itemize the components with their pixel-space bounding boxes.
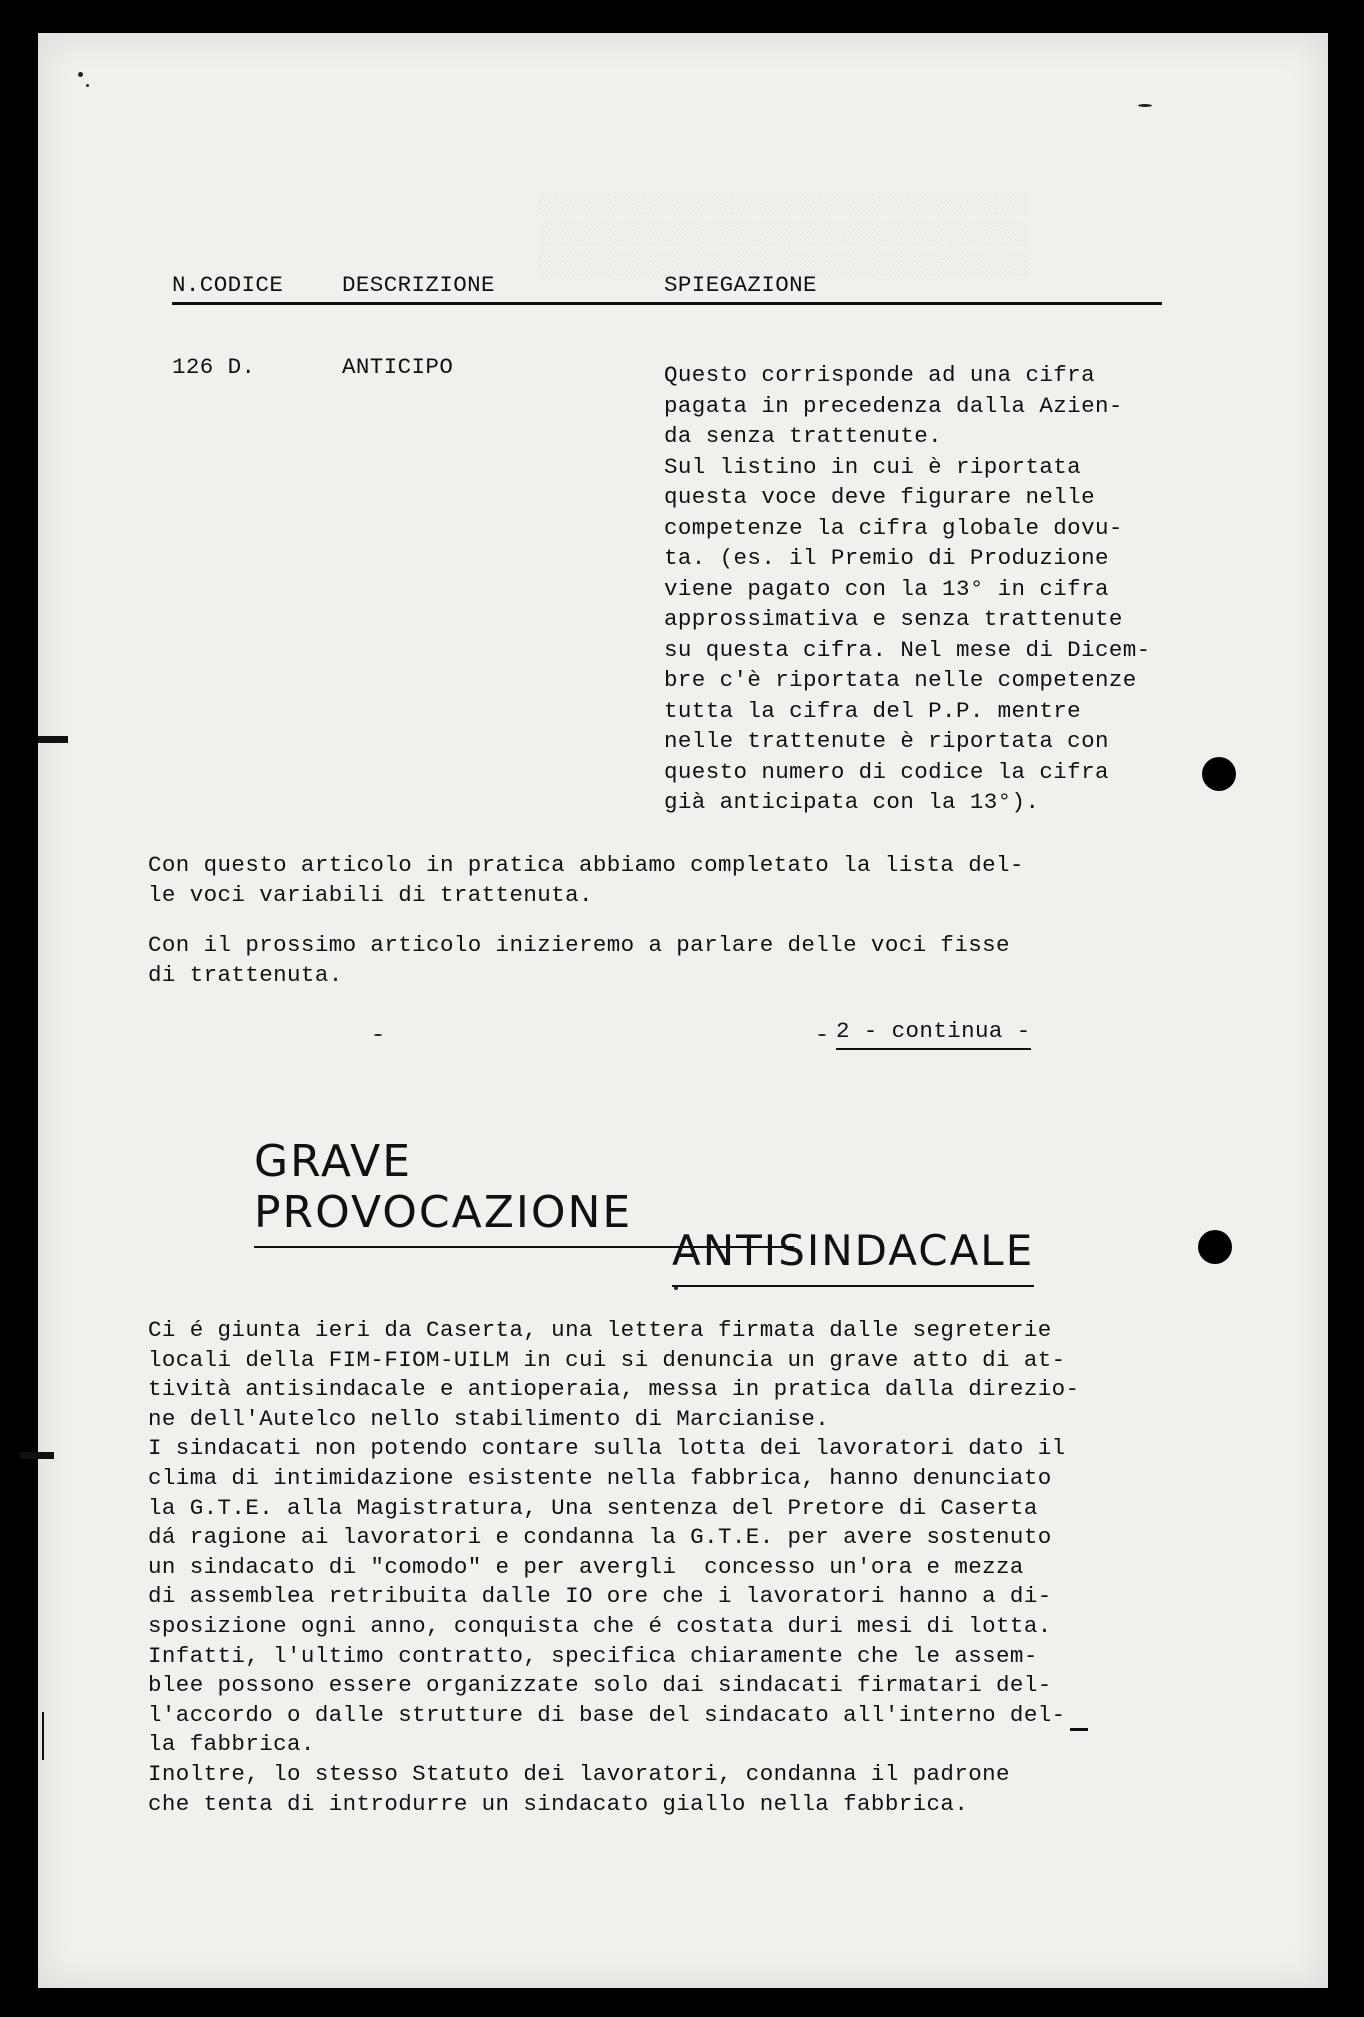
ink-speck: [374, 1034, 382, 1036]
paragraph-line: Con il prossimo articolo inizieremo a parlare delle voci fisse: [148, 932, 1010, 958]
article-line: la G.T.E. alla Magistratura, Una sentenza del Pretore di Caserta: [148, 1494, 1038, 1521]
explanation-line: questo numero di codice la cifra: [664, 758, 1109, 785]
article-line: Inoltre, lo stesso Statuto dei lavoratori, condanna il padrone: [148, 1760, 1010, 1787]
header-explanation: SPIEGAZIONE: [664, 272, 817, 298]
punch-hole: [1202, 757, 1236, 791]
ink-speck: [78, 72, 83, 77]
article-line: locali della FIM-FIOM-UILM in cui si denuncia un grave atto di at-: [148, 1346, 1066, 1373]
explanation-line: tutta la cifra del P.P. mentre: [664, 697, 1082, 724]
header-description: DESCRIZIONE: [342, 272, 495, 298]
article-line: ne dell'Autelco nello stabilimento di Marcianise.: [148, 1405, 830, 1432]
explanation-line: competenze la cifra globale dovu-: [664, 514, 1123, 541]
article-line: la fabbrica.: [148, 1731, 315, 1758]
bleed-through-text: ░░░░░░░░░░░░░░░░░░░░░░░░░░░░░░░░░░░░░ ░░░░░░░░░░░░░░░░░░░░░░░░░░░░░░░░░░░░░ ░░░░░░░░░░░░░░░░░░░░░░░░░░░░░░░░░░░░░: [540, 192, 1029, 277]
closing-paragraph-2: [148, 930, 1188, 990]
article-title-line-1: GRAVE PROVOCAZIONE: [254, 1136, 794, 1248]
explanation-line: Questo corrisponde ad una cifra: [664, 362, 1095, 388]
paragraph-line: di trattenuta.: [148, 962, 343, 988]
article-title-line-2: ANTISINDACALE: [672, 1226, 1034, 1287]
margin-mark: [1070, 1728, 1088, 1731]
explanation-line: nelle trattenute è riportata con: [664, 728, 1109, 754]
paragraph-line: le voci variabili di trattenuta.: [148, 882, 593, 908]
article-body: [148, 1316, 1268, 1819]
article-line: di assemblea retribuita dalle IO ore che i lavoratori hanno a di-: [148, 1583, 1052, 1610]
punch-hole: [1198, 1230, 1232, 1264]
header-code: N.CODICE: [172, 272, 284, 298]
table-header: [172, 268, 1162, 305]
article-line: dá ragione ai lavoratori e condanna la G.T.E. per avere sostenuto: [148, 1524, 1052, 1551]
explanation-line: viene pagato con la 13° in cifra: [664, 575, 1109, 602]
article-line: blee possono essere organizzate solo dai sindacati firmatari del-: [148, 1672, 1052, 1699]
ink-speck: [86, 84, 89, 87]
row-description: ANTICIPO: [342, 354, 454, 380]
explanation-line: approssimativa e senza trattenute: [664, 606, 1123, 632]
row-code: 126 D.: [172, 354, 256, 380]
margin-mark: [38, 736, 68, 743]
continua-label: 2 - continua -: [836, 1018, 1031, 1050]
article-line: clima di intimidazione esistente nella fabbrica, hanno denunciato: [148, 1464, 1052, 1491]
explanation-line: su questa cifra. Nel mese di Dicem-: [664, 636, 1151, 663]
article-line: sposizione ogni anno, conquista che é costata duri mesi di lotta.: [148, 1612, 1052, 1639]
margin-mark: [42, 1712, 44, 1760]
explanation-line: bre c'è riportata nelle competenze: [664, 667, 1137, 693]
paragraph-line: Con questo articolo in pratica abbiamo completato la lista del-: [148, 852, 1024, 878]
explanation-line: da senza trattenute.: [664, 423, 943, 449]
explanation-line: ta. (es. il Premio di Produzione: [664, 545, 1109, 571]
article-line: I sindacati non potendo contare sulla lotta dei lavoratori dato il: [148, 1435, 1066, 1462]
article-line: Infatti, l'ultimo contratto, specifica chiaramente che le assem-: [148, 1642, 1038, 1669]
article-line: un sindacato di "comodo" e per avergli concesso un'ora e mezza: [148, 1553, 1024, 1580]
row-explanation: [664, 360, 1194, 818]
article-line: Ci é giunta ieri da Caserta, una lettera firmata dalle segreterie: [148, 1317, 1052, 1343]
ink-speck: [818, 1034, 826, 1036]
article-line: l'accordo o dalle strutture di base del sindacato all'interno del-: [148, 1701, 1066, 1728]
article-line: tività antisindacale e antioperaia, messa in pratica dalla direzio-: [148, 1376, 1080, 1403]
ink-speck: [1138, 104, 1152, 107]
margin-mark: [20, 1452, 54, 1459]
ink-speck: [674, 1286, 678, 1290]
closing-paragraph-1: [148, 850, 1188, 910]
explanation-line: questa voce deve figurare nelle: [664, 484, 1095, 510]
explanation-line: pagata in precedenza dalla Azien-: [664, 392, 1123, 419]
article-line: che tenta di introdurre un sindacato giallo nella fabbrica.: [148, 1790, 969, 1817]
explanation-line: già anticipata con la 13°).: [664, 789, 1040, 815]
explanation-line: Sul listino in cui è riportata: [664, 453, 1082, 480]
